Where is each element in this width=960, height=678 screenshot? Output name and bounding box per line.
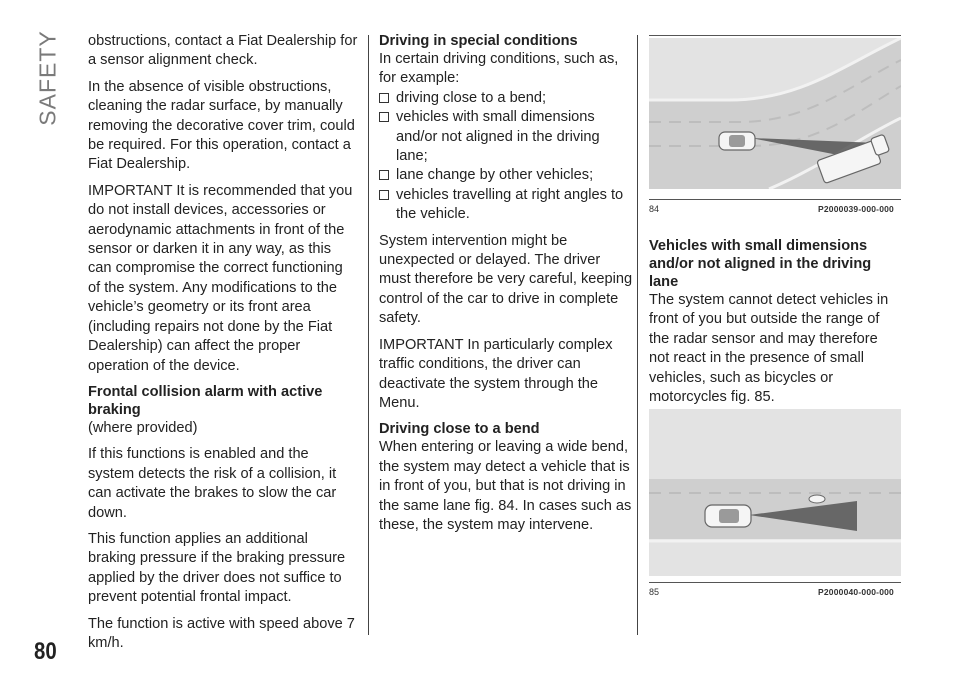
- figure-84-bend-illustration: [649, 38, 901, 189]
- section-heading: Vehicles with small dimensions and/or not aligned in the driving lane: [649, 238, 872, 290]
- bullet-list: [379, 89, 633, 225]
- paragraph: If this functions is enabled and the system detects the risk of a collision, it can activate the brakes to slow the car down.: [88, 446, 337, 521]
- column-divider: [637, 35, 638, 635]
- text-column-3: [649, 237, 901, 414]
- paragraph: This function applies an additional braking pressure if the braking pressure applied by the driver does not suffice to prevent potential frontal impact.: [88, 530, 346, 606]
- paragraph: IMPORTANT It is recommended that you do not install devices, accessories or aerodynamic attachments in front of the sensor or darken it in any way, as this can compromise the correct functioning of the system. Any modifications to the vehicle’s geometry or its front area (including repairs not done by the Fiat Dealership) can affect the proper operation of the device.: [88, 182, 353, 374]
- paragraph: The system cannot detect vehicles in front of you but outside the range of the radar sensor and may therefore not react in the presence of small vehicles, such as bicycles or motorcycles fig. 85.: [649, 292, 889, 406]
- list-item: lane change by other vehicles;: [379, 166, 633, 185]
- paragraph: The function is active with speed above 7 km/h.: [88, 615, 355, 651]
- figure-85-small-vehicle-illustration: [649, 409, 901, 576]
- list-item: driving close to a bend;: [379, 89, 633, 108]
- list-item: vehicles with small dimensions and/or not aligned in the driving lane;: [379, 108, 633, 166]
- checkbox-bullet-icon: [379, 112, 389, 122]
- page-number: 80: [34, 638, 57, 665]
- figure-top-rule: [649, 35, 901, 36]
- paragraph: In the absence of visible obstructions, cleaning the radar surface, by manually removing the decorative cover trim, could be required. For this operation, contact a Fiat Dealership.: [88, 78, 355, 173]
- list-item: vehicles travelling at right angles to the vehicle.: [379, 186, 633, 225]
- checkbox-bullet-icon: [379, 93, 389, 103]
- paragraph: IMPORTANT In particularly complex traffic conditions, the driver can deactivate the system through the Menu.: [379, 336, 613, 411]
- text-column-2: [379, 32, 633, 542]
- straight-road-illustration: [649, 409, 901, 576]
- section-heading: Driving in special conditions: [379, 33, 578, 49]
- section-side-label: [33, 30, 63, 126]
- figure-number: 84: [649, 204, 660, 214]
- bend-road-illustration: [649, 38, 901, 189]
- paragraph: System intervention might be unexpected or delayed. The driver must therefore be very careful, keeping control of the car to drive in complete safety.: [379, 232, 633, 327]
- section-side-label-text: SAFETY: [34, 30, 61, 126]
- figure-code: P2000039-000-000: [818, 204, 894, 214]
- paragraph: When entering or leaving a wide bend, the system may detect a vehicle that is in front of you, but that is not driving in the same lane fig. 84. In cases such as these, the system may intervene.: [379, 439, 632, 533]
- checkbox-bullet-icon: [379, 190, 389, 200]
- section-heading: Driving close to a bend: [379, 421, 540, 438]
- figure-bottom-rule: [649, 199, 901, 200]
- text-column-1: [88, 32, 358, 660]
- section-heading: Frontal collision alarm with active braking: [88, 383, 323, 418]
- column-divider: [368, 35, 369, 635]
- figure-number: 85: [649, 587, 660, 597]
- figure-bottom-rule: [649, 582, 901, 583]
- paragraph: In certain driving conditions, such as, for example:: [379, 51, 619, 87]
- heading-note: (where provided): [88, 419, 198, 436]
- checkbox-bullet-icon: [379, 170, 389, 180]
- figure-code: P2000040-000-000: [818, 587, 894, 597]
- paragraph: obstructions, contact a Fiat Dealership for a sensor alignment check.: [88, 33, 358, 69]
